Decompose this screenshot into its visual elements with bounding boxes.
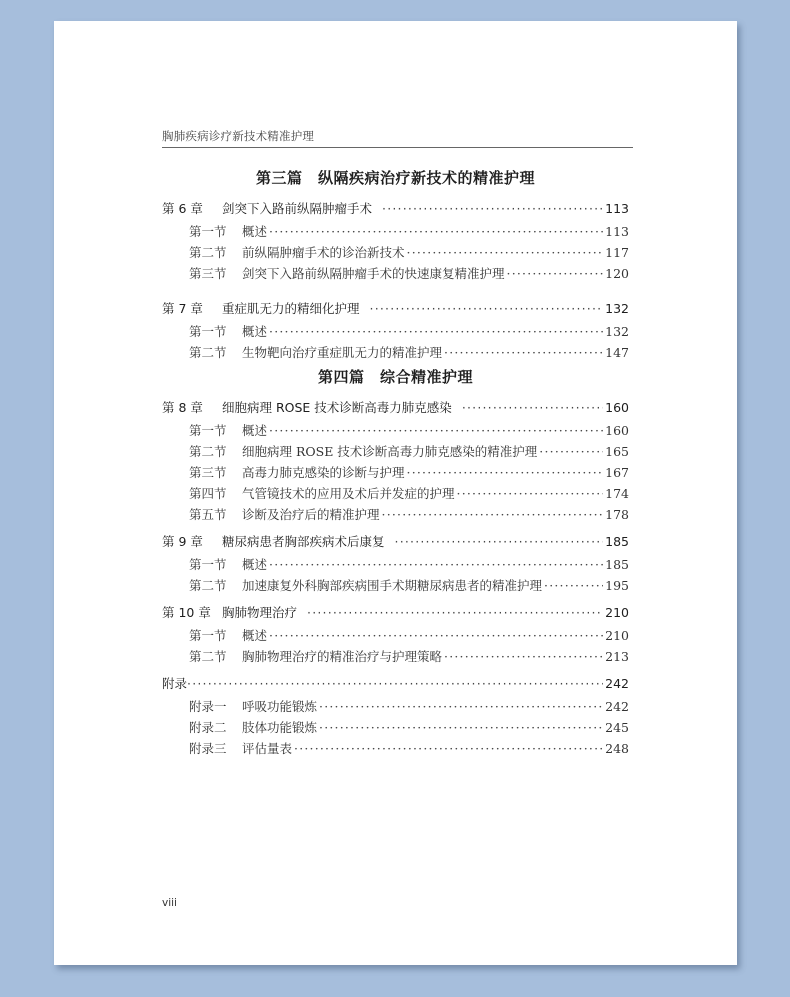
- page-number: 195: [605, 578, 629, 593]
- dot-leader: [539, 441, 603, 462]
- section-number: 第四节: [189, 486, 227, 501]
- page-number: 147: [605, 345, 629, 360]
- toc-chapter-9[interactable]: [162, 529, 629, 554]
- appendix-item-title: 呼吸功能锻炼: [242, 699, 318, 714]
- dot-leader: [294, 738, 603, 759]
- page-folio: viii: [162, 897, 177, 909]
- dot-leader: [307, 600, 603, 625]
- table-of-contents: [162, 164, 629, 759]
- section-number: 第一节: [189, 423, 227, 438]
- toc-section[interactable]: [162, 625, 629, 646]
- section-number: 第一节: [189, 628, 227, 643]
- dot-leader: [507, 263, 604, 284]
- chapter-title: 胸肺物理治疗: [222, 605, 298, 620]
- dot-leader: [407, 242, 604, 263]
- chapter-number: 第 8 章: [162, 400, 203, 415]
- dot-leader: [370, 296, 604, 321]
- section-title: 加速康复外科胸部疾病围手术期糖尿病患者的精准护理: [242, 578, 543, 593]
- toc-section[interactable]: [162, 420, 629, 441]
- toc-section[interactable]: [162, 554, 629, 575]
- chapter-number: 第 6 章: [162, 201, 203, 216]
- section-number: 第五节: [189, 507, 227, 522]
- dot-leader: [319, 696, 603, 717]
- dot-leader: [444, 342, 603, 363]
- page-number: 132: [605, 301, 629, 316]
- section-number: 第二节: [189, 444, 227, 459]
- chapter-number: 第 7 章: [162, 301, 203, 316]
- toc-appendix-item[interactable]: [162, 717, 629, 738]
- dot-leader: [319, 717, 603, 738]
- chapter-number: 第 10 章: [162, 605, 211, 620]
- section-number: 第二节: [189, 578, 227, 593]
- page-number: 248: [605, 741, 629, 756]
- dot-leader: [269, 625, 603, 646]
- part-title: 第三篇 纵隔疾病治疗新技术的精准护理: [255, 169, 535, 187]
- page-number: 132: [605, 324, 629, 339]
- toc-chapter-8[interactable]: [162, 395, 629, 420]
- toc-chapter-7[interactable]: [162, 296, 629, 321]
- part-title: 第四篇 综合精准护理: [317, 368, 473, 386]
- section-number: 第二节: [189, 245, 227, 260]
- section-number: 第二节: [189, 649, 227, 664]
- toc-section[interactable]: [162, 504, 629, 525]
- page-number: 245: [605, 720, 629, 735]
- section-title: 细胞病理 ROSE 技术诊断高毒力肺克感染的精准护理: [242, 444, 538, 459]
- page-number: 160: [605, 423, 629, 438]
- dot-leader: [462, 395, 603, 420]
- dot-leader: [269, 554, 603, 575]
- toc-appendix[interactable]: [162, 671, 629, 696]
- toc-section[interactable]: [162, 342, 629, 363]
- section-title: 生物靶向治疗重症肌无力的精准护理: [242, 345, 443, 360]
- page-number: 120: [605, 266, 629, 281]
- section-title: 高毒力肺克感染的诊断与护理: [242, 465, 405, 480]
- chapter-title: 细胞病理 ROSE 技术诊断高毒力肺克感染: [222, 400, 452, 415]
- chapter-number: 第 9 章: [162, 534, 203, 549]
- toc-appendix-item[interactable]: [162, 738, 629, 759]
- dot-leader: [269, 321, 603, 342]
- toc-chapter-6[interactable]: [162, 196, 629, 221]
- section-title: 胸肺物理治疗的精准治疗与护理策略: [242, 649, 443, 664]
- page-number: 113: [605, 224, 629, 239]
- section-title: 概述: [242, 324, 268, 339]
- chapter-title: 剑突下入路前纵隔肿瘤手术: [222, 201, 373, 216]
- dot-leader: [269, 221, 603, 242]
- section-number: 第一节: [189, 224, 227, 239]
- running-head: 胸肺疾病诊疗新技术精准护理: [162, 128, 633, 148]
- section-title: 诊断及治疗后的精准护理: [242, 507, 380, 522]
- appendix-number: 附录一: [189, 699, 227, 714]
- page-number: 117: [605, 245, 629, 260]
- dot-leader: [269, 420, 603, 441]
- toc-section[interactable]: [162, 575, 629, 596]
- toc-section[interactable]: [162, 242, 629, 263]
- page-number: 213: [605, 649, 629, 664]
- section-number: 第一节: [189, 557, 227, 572]
- appendix-item-title: 肢体功能锻炼: [242, 720, 318, 735]
- section-title: 概述: [242, 423, 268, 438]
- dot-leader: [444, 646, 603, 667]
- section-title: 剑突下入路前纵隔肿瘤手术的快速康复精准护理: [242, 266, 505, 281]
- dot-leader: [187, 671, 603, 696]
- toc-appendix-item[interactable]: [162, 696, 629, 717]
- chapter-title: 重症肌无力的精细化护理: [222, 301, 360, 316]
- chapter-title: 糖尿病患者胸部疾病术后康复: [222, 534, 385, 549]
- page-number: 167: [605, 465, 629, 480]
- page-number: 242: [605, 699, 629, 714]
- section-title: 气管镜技术的应用及术后并发症的护理: [242, 486, 455, 501]
- section-number: 第一节: [189, 324, 227, 339]
- dot-leader: [395, 529, 604, 554]
- section-title: 概述: [242, 557, 268, 572]
- dot-leader: [544, 575, 603, 596]
- appendix-number: 附录二: [189, 720, 227, 735]
- appendix-item-title: 评估量表: [242, 741, 293, 756]
- dot-leader: [457, 483, 604, 504]
- toc-section[interactable]: [162, 263, 629, 284]
- page-number: 165: [605, 444, 629, 459]
- page-number: 242: [605, 676, 629, 691]
- dot-leader: [382, 196, 603, 221]
- section-number: 第三节: [189, 465, 227, 480]
- section-title: 前纵隔肿瘤手术的诊治新技术: [242, 245, 405, 260]
- appendix-title: 附录: [162, 676, 188, 691]
- book-page: [54, 21, 737, 965]
- page-number: 160: [605, 400, 629, 415]
- page-number: 185: [605, 557, 629, 572]
- appendix-number: 附录三: [189, 741, 227, 756]
- page-number: 178: [605, 507, 629, 522]
- toc-section[interactable]: [162, 462, 629, 483]
- toc-chapter-10[interactable]: [162, 600, 629, 625]
- page-number: 185: [605, 534, 629, 549]
- dot-leader: [407, 462, 604, 483]
- toc-section[interactable]: [162, 221, 629, 242]
- section-title: 概述: [242, 224, 268, 239]
- toc-section[interactable]: [162, 321, 629, 342]
- dot-leader: [382, 504, 604, 525]
- toc-section[interactable]: [162, 483, 629, 504]
- section-number: 第二节: [189, 345, 227, 360]
- page-number: 210: [605, 605, 629, 620]
- section-title: 概述: [242, 628, 268, 643]
- page-number: 174: [605, 486, 629, 501]
- toc-section[interactable]: [162, 441, 629, 462]
- toc-section[interactable]: [162, 646, 629, 667]
- section-number: 第三节: [189, 266, 227, 281]
- page-number: 210: [605, 628, 629, 643]
- page-number: 113: [605, 201, 629, 216]
